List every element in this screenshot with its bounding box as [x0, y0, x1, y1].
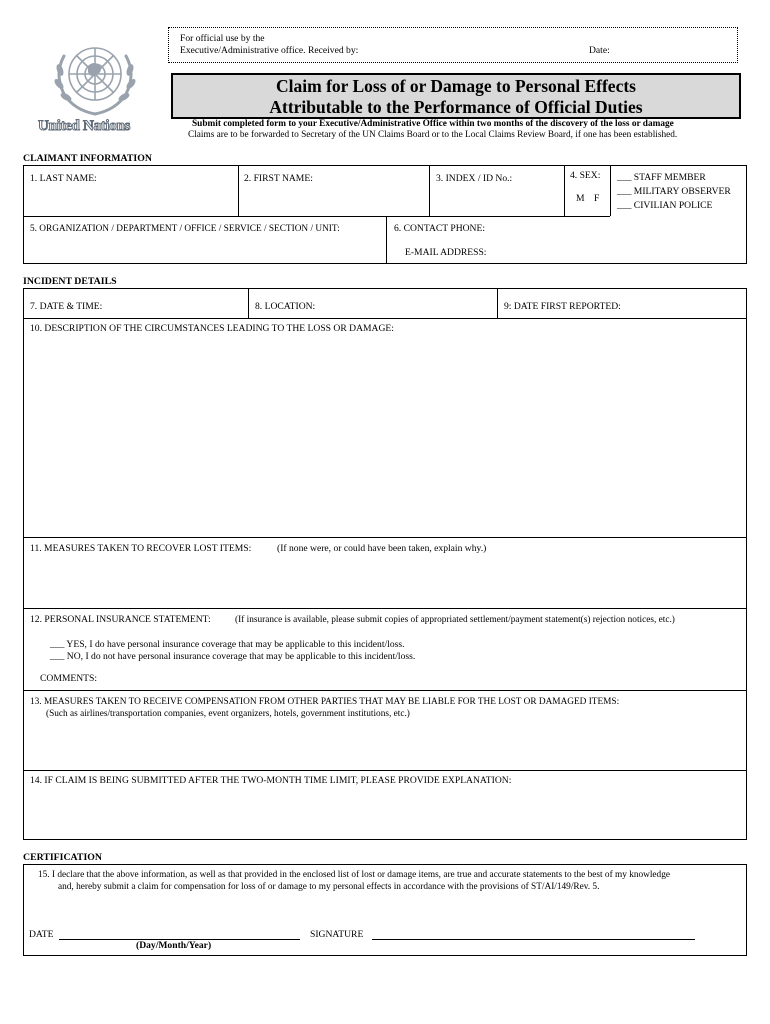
form-title-line2: Attributable to the Performance of Official Duties [269, 97, 643, 117]
insurance-label: 12. PERSONAL INSURANCE STATEMENT: [30, 614, 211, 625]
organization-label: 5. ORGANIZATION / DEPARTMENT / OFFICE / SERVICE / SECTION / UNIT: [30, 224, 340, 234]
form-title-line1: Claim for Loss of or Damage to Personal Effects [276, 76, 636, 96]
official-date-label: Date: [589, 45, 610, 56]
first-name-input[interactable] [244, 188, 424, 210]
email-input[interactable] [500, 245, 740, 261]
divider [23, 537, 747, 538]
description-textarea[interactable] [30, 338, 740, 532]
index-id-label: 3. INDEX / ID No.: [436, 173, 513, 184]
late-claim-label: 14. IF CLAIM IS BEING SUBMITTED AFTER THE TWO-MONTH TIME LIMIT, PLEASE PROVIDE EXPLANATION: [30, 775, 512, 786]
category-military-observer[interactable]: ___ MILITARY OBSERVER [617, 186, 731, 197]
contact-phone-input[interactable] [500, 221, 740, 237]
divider [23, 216, 610, 217]
insurance-no-option[interactable]: ___ NO, I do not have personal insurance coverage that may be applicable to this incident/loss. [50, 651, 416, 662]
compensation-label: 13. MEASURES TAKEN TO RECEIVE COMPENSATION FROM OTHER PARTIES THAT MAY BE LIABLE FOR THE LOST OR DAMAGED ITEMS: [30, 697, 620, 707]
divider [564, 165, 565, 216]
signature-line[interactable] [372, 930, 695, 940]
incident-section-title: INCIDENT DETAILS [23, 276, 117, 287]
category-staff-member[interactable]: ___ STAFF MEMBER [617, 172, 706, 183]
un-logo [30, 26, 160, 138]
comments-input[interactable] [104, 671, 740, 687]
description-label: 10. DESCRIPTION OF THE CIRCUMSTANCES LEADING TO THE LOSS OR DAMAGE: [30, 323, 394, 334]
organization-input[interactable] [30, 238, 380, 260]
submission-instruction: Submit completed form to your Executive/Administrative Office within two months of the discovery of the loss or damage [192, 119, 674, 129]
signature-label: SIGNATURE [310, 929, 364, 940]
certification-text-line2: and, hereby submit a claim for compensation for loss of or damage to my personal effects in accordance with the provisions of ST/AI/149/Rev. 5. [58, 882, 600, 892]
sex-option-m[interactable]: M [576, 193, 585, 204]
divider [23, 690, 747, 691]
claimant-section-title: CLAIMANT INFORMATION [23, 153, 152, 164]
divider [238, 165, 239, 216]
first-name-label: 2. FIRST NAME: [244, 173, 313, 184]
late-claim-textarea[interactable] [30, 790, 740, 836]
sex-option-f[interactable]: F [594, 193, 600, 204]
divider [497, 288, 498, 318]
sex-label: 4. SEX: [570, 170, 601, 181]
divider [248, 288, 249, 318]
insurance-yes-option[interactable]: ___ YES, I do have personal insurance coverage that may be applicable to this incident/loss. [50, 639, 405, 650]
date-signature-label: DATE [29, 929, 54, 940]
location-input[interactable] [326, 299, 491, 315]
forwarding-note: Claims are to be forwarded to Secretary of the UN Claims Board or to the Local Claims Review Board, if one has been established. [188, 130, 678, 140]
date-signature-line[interactable] [59, 930, 300, 940]
certification-section-title: CERTIFICATION [23, 852, 102, 863]
compensation-textarea[interactable] [30, 722, 740, 766]
date-time-input[interactable] [118, 299, 242, 315]
divider [610, 165, 611, 216]
date-first-reported-input[interactable] [640, 299, 742, 315]
date-time-label: 7. DATE & TIME: [30, 301, 103, 312]
divider [23, 318, 747, 319]
comments-label: COMMENTS: [40, 673, 98, 684]
compensation-note: (Such as airlines/transportation companies, event organizers, hotels, government institutions, etc.) [46, 709, 410, 719]
last-name-label: 1. LAST NAME: [30, 173, 97, 184]
certification-text-line1: 15. I declare that the above information, as well as that provided in the enclosed list of lost or damage items, are true and accurate statements to the best of my knowledge [38, 870, 670, 880]
divider [429, 165, 430, 216]
category-civilian-police[interactable]: ___ CIVILIAN POLICE [617, 200, 713, 211]
un-wordmark: United Nations [38, 118, 131, 134]
date-first-reported-label: 9: DATE FIRST REPORTED: [504, 301, 621, 312]
contact-phone-label: 6. CONTACT PHONE: [394, 223, 485, 234]
date-format-hint: (Day/Month/Year) [136, 940, 212, 951]
location-label: 8. LOCATION: [255, 301, 316, 312]
divider [386, 216, 387, 264]
insurance-note: (If insurance is available, please submit copies of appropriated settlement/payment statement(s) rejection notices, etc.) [235, 615, 675, 625]
email-label: E-MAIL ADDRESS: [405, 247, 487, 258]
index-id-input[interactable] [436, 188, 560, 210]
last-name-input[interactable] [30, 188, 230, 210]
recover-measures-label: 11. MEASURES TAKEN TO RECOVER LOST ITEMS: [30, 543, 252, 554]
recover-measures-textarea[interactable] [30, 558, 740, 604]
recover-measures-note: (If none were, or could have been taken, explain why.) [277, 543, 487, 554]
un-emblem-icon [30, 26, 160, 118]
divider [23, 608, 747, 609]
official-use-line1: For official use by the [180, 33, 265, 44]
divider [23, 770, 747, 771]
official-use-line2: Executive/Administrative office. Received by: [180, 45, 359, 56]
